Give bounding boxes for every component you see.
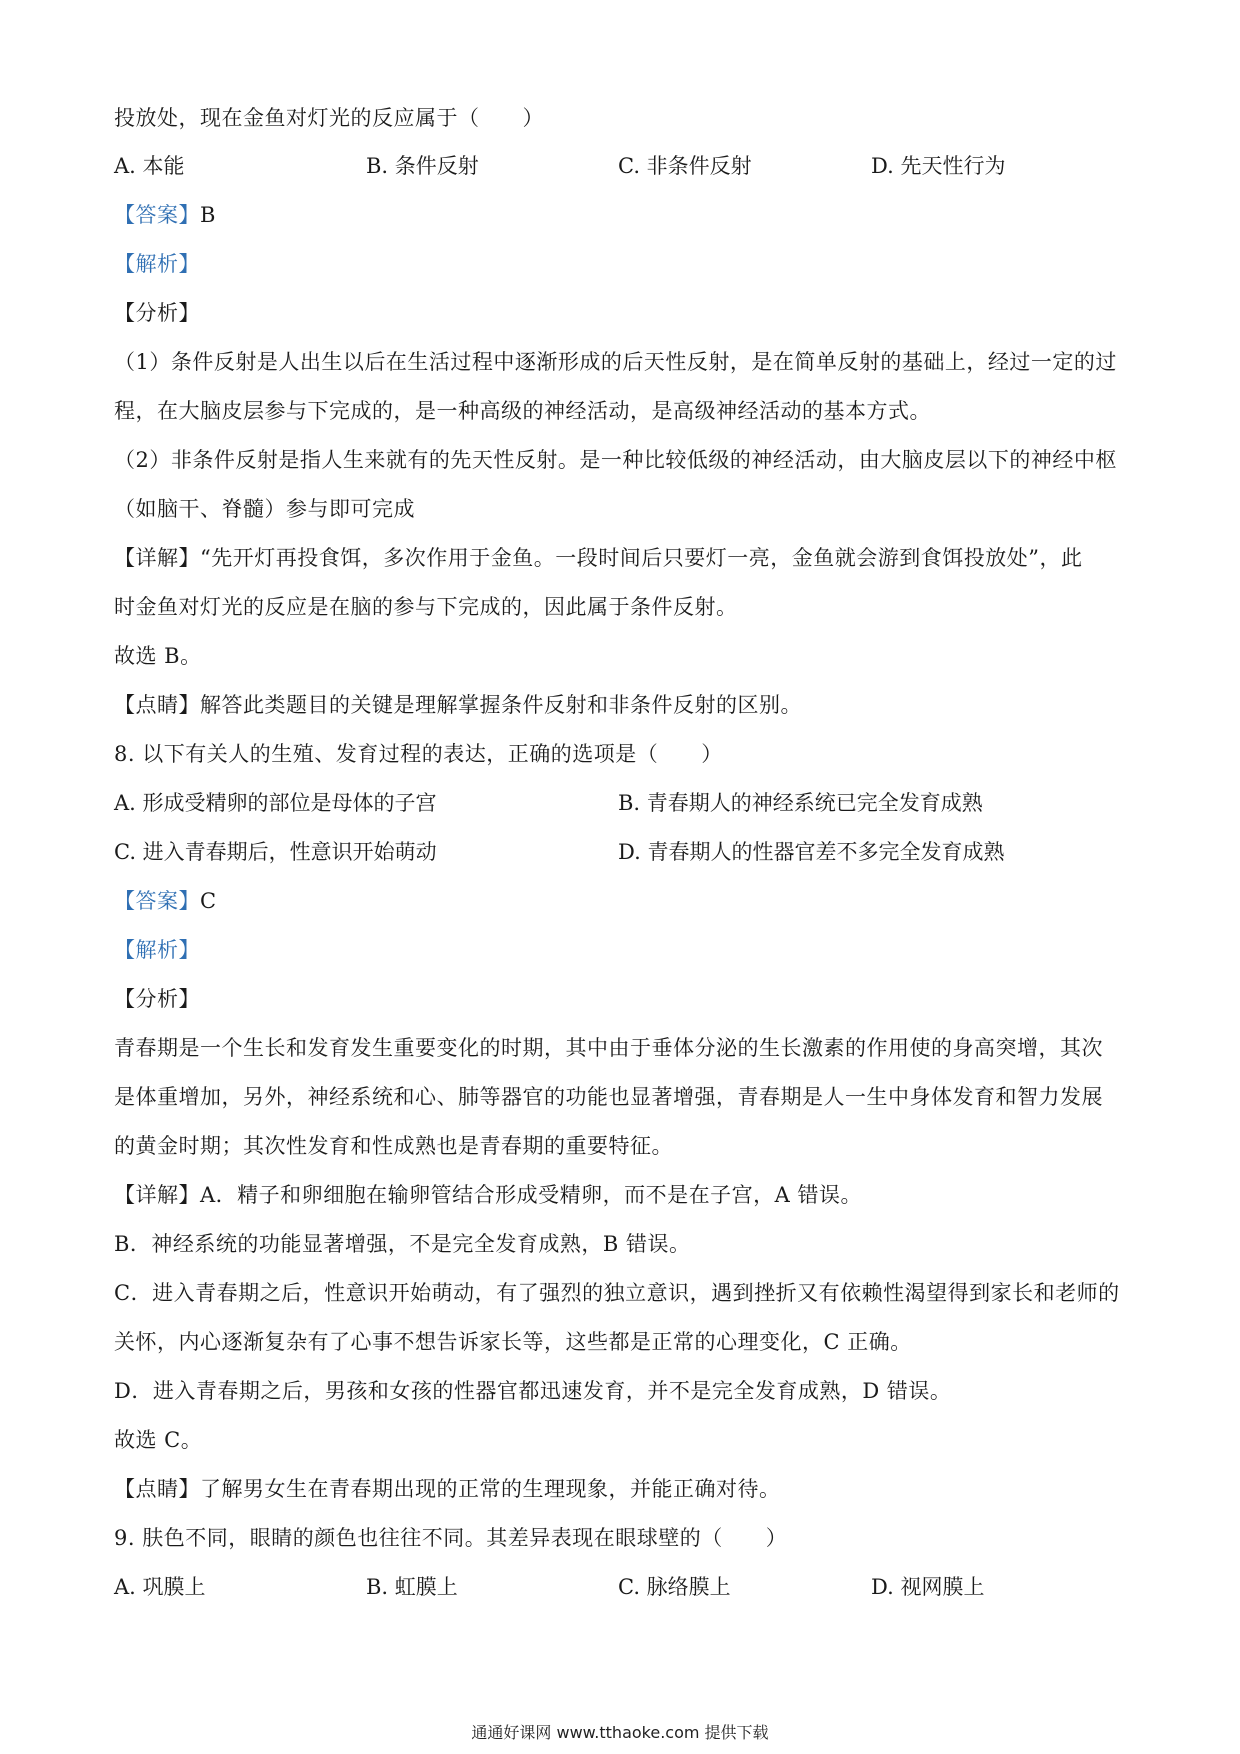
q8-conclusion: 故选 C。: [114, 1428, 203, 1452]
fenxi-tag: 【分析】: [114, 301, 200, 325]
q7-answer-line: [114, 200, 1134, 230]
detail-text: A．精子和卵细胞在输卵管结合形成受精卵，而不是在子宫，A 错误。: [200, 1183, 863, 1207]
answer-value: B: [200, 203, 216, 227]
q8-fenxi-line: 是体重增加，另外，神经系统和心、肺等器官的功能也显著增强，青春期是人一生中身体发育和智力发展: [114, 1085, 1103, 1109]
q8-option-c: C. 进入青春期后，性意识开始萌动: [114, 840, 437, 864]
answer-tag: 【答案】: [114, 889, 200, 913]
analysis-tag: 【解析】: [114, 938, 200, 962]
q8-fenxi-line: 的黄金时期；其次性发育和性成熟也是青春期的重要特征。: [114, 1134, 673, 1158]
detail-text: “先开灯再投食饵，多次作用于金鱼。一段时间后只要灯一亮，金鱼就会游到食饵投放处”，此: [200, 546, 1083, 570]
q7-fenxi-line: （如脑干、脊髓）参与即可完成: [114, 497, 415, 521]
comment-text: 了解男女生在青春期出现的正常的生理现象，并能正确对待。: [200, 1477, 781, 1501]
page-footer: 通通好课网 www.tthaoke.com 提供下载: [471, 1723, 769, 1742]
q8-comment-line: [114, 1474, 1134, 1504]
q9-stem: 9. 肤色不同，眼睛的颜色也往往不同。其差异表现在眼球壁的（ ）: [114, 1526, 788, 1550]
q9-option-a: A. 巩膜上: [114, 1575, 206, 1599]
analysis-tag: 【解析】: [114, 252, 200, 276]
q8-option-d: D. 青春期人的性器官差不多完全发育成熟: [618, 840, 1005, 864]
comment-tag: 【点睛】: [114, 1477, 200, 1501]
q7-fenxi-line: （2）非条件反射是指人生来就有的先天性反射。是一种比较低级的神经活动，由大脑皮层以下的神经中枢: [114, 448, 1117, 472]
q7-detail-line: 时金鱼对灯光的反应是在脑的参与下完成的，因此属于条件反射。: [114, 595, 738, 619]
fenxi-tag: 【分析】: [114, 987, 200, 1011]
q7-option-d: D. 先天性行为: [871, 154, 1006, 178]
q8-fenxi-line: 青春期是一个生长和发育发生重要变化的时期，其中由于垂体分泌的生长激素的作用使的身高突增，其次: [114, 1036, 1103, 1060]
q9-option-d: D. 视网膜上: [871, 1575, 985, 1599]
q9-option-c: C. 脉络膜上: [618, 1575, 731, 1599]
q7-option-c: C. 非条件反射: [618, 154, 752, 178]
q7-fenxi-line: （1）条件反射是人出生以后在生活过程中逐渐形成的后天性反射，是在简单反射的基础上，经过一定的过: [114, 350, 1117, 374]
q7-stem-tail: 投放处，现在金鱼对灯光的反应属于（ ）: [114, 106, 544, 130]
q7-fenxi-line: 程，在大脑皮层参与下完成的，是一种高级的神经活动，是高级神经活动的基本方式。: [114, 399, 931, 423]
q8-option-a: A. 形成受精卵的部位是母体的子宫: [114, 791, 437, 815]
comment-tag: 【点睛】: [114, 693, 200, 717]
answer-value: C: [200, 889, 217, 913]
comment-text: 解答此类题目的关键是理解掌握条件反射和非条件反射的区别。: [200, 693, 802, 717]
q7-detail-line: [114, 543, 1134, 573]
answer-tag: 【答案】: [114, 203, 200, 227]
q7-option-a: A. 本能: [114, 154, 185, 178]
q8-stem: 8. 以下有关人的生殖、发育过程的表达，正确的选项是（ ）: [114, 742, 723, 766]
detail-tag: 【详解】: [114, 546, 200, 570]
q8-answer-line: [114, 886, 1134, 916]
q8-detail-line: C．进入青春期之后，性意识开始萌动，有了强烈的独立意识，遇到挫折又有依赖性渴望得到家长和老师的: [114, 1281, 1120, 1305]
detail-tag: 【详解】: [114, 1183, 200, 1207]
q8-detail-line: D．进入青春期之后，男孩和女孩的性器官都迅速发育，并不是完全发育成熟，D 错误。: [114, 1379, 952, 1403]
q8-detail-line: 关怀，内心逐渐复杂有了心事不想告诉家长等，这些都是正常的心理变化，C 正确。: [114, 1330, 912, 1354]
q8-detail-line: B．神经系统的功能显著增强，不是完全发育成熟，B 错误。: [114, 1232, 691, 1256]
q9-option-b: B. 虹膜上: [366, 1575, 458, 1599]
q7-conclusion: 故选 B。: [114, 644, 202, 668]
q7-option-b: B. 条件反射: [366, 154, 479, 178]
q8-option-b: B. 青春期人的神经系统已完全发育成熟: [618, 791, 983, 815]
q7-comment-line: [114, 690, 1134, 720]
q8-detail-line: [114, 1180, 1134, 1210]
